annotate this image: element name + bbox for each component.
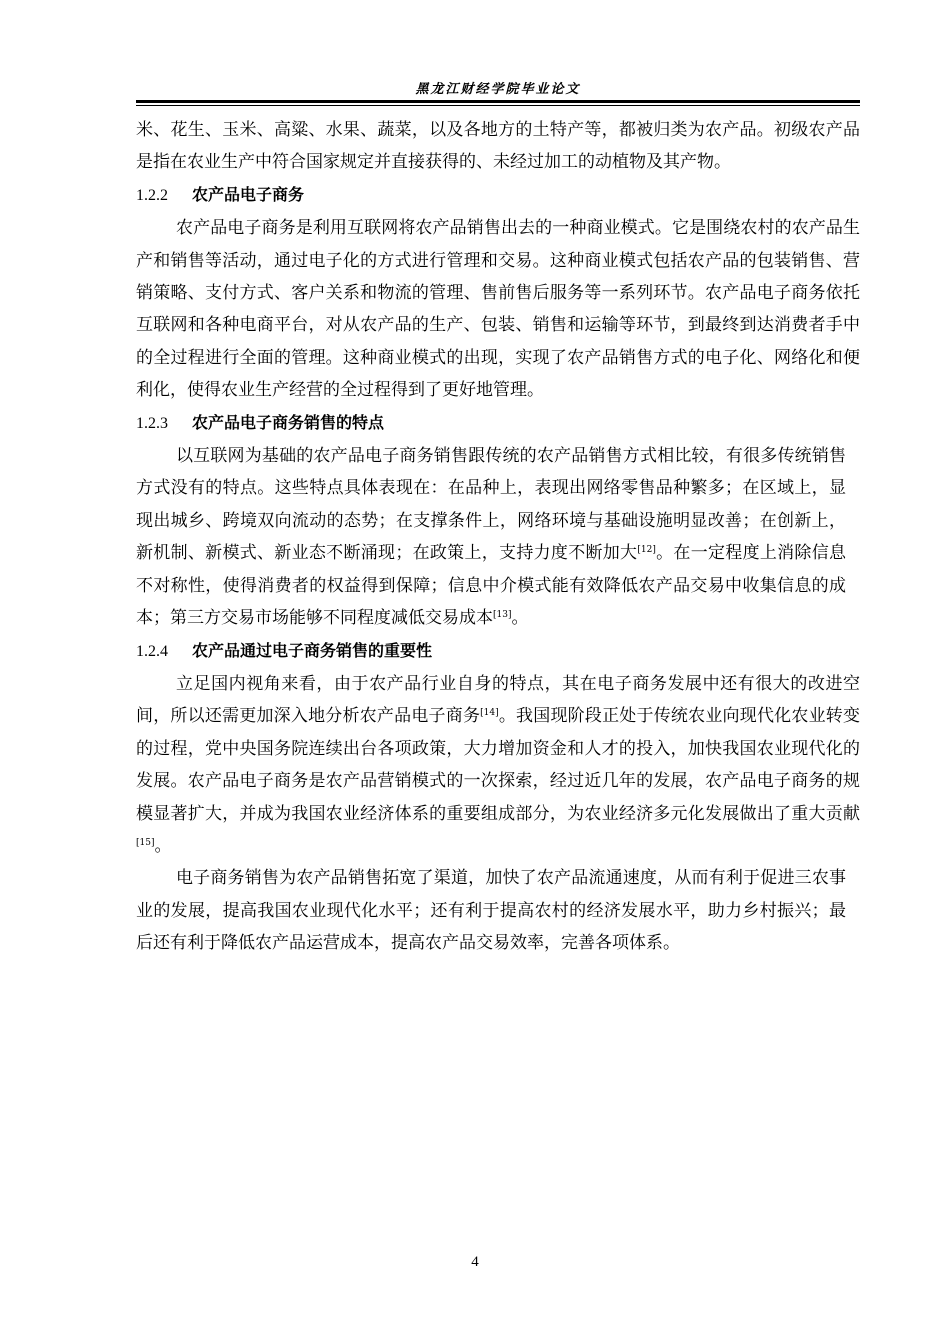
section-number: 1.2.4 (136, 642, 168, 660)
paragraph: 电子商务销售为农产品销售拓宽了渠道，加快了农产品流通速度，从而有利于促进三农事业的发展，提高我国农业现代化水平；还有利于提高农村的经济发展水平，助力乡村振兴；最后还有利于降低农产品运营成本，提高农产品交易效率，完善各项体系。 (136, 868, 846, 954)
paragraph-text: 。我国现阶段正处于传统农业向现代化农业转变的过程，党中央国务院连续出台各项政策，大力增加资金和人才的投入，加快我国农业现代化的发展。农产品电子商务是农产品营销模式的一次探索，经过近几年的发展，农产品电子商务的规模显著扩大，并成为我国农业经济体系的重要组成部分，为农业经济多元化发展做出了重大贡献 (136, 706, 861, 824)
section-heading-1-2-3 (136, 407, 860, 440)
paragraph-text: 。 (511, 608, 529, 629)
header-rule-thick (136, 100, 860, 103)
paragraph (136, 440, 846, 634)
section-number: 1.2.2 (136, 186, 168, 204)
body-text (136, 114, 860, 960)
citation-ref: [12] (637, 545, 656, 556)
page-number: 4 (471, 1254, 479, 1270)
paragraph-text: 立足国内视角来看，由于农产品行业自身的特点，其在电子商务发展中还有很大的改进空间，所以还需更加深入地分析农产品电子商务 (136, 673, 860, 727)
section-title: 农产品通过电子商务销售的重要性 (192, 640, 433, 660)
paragraph-text: 。 (154, 835, 172, 856)
citation-ref: [15] (136, 837, 155, 848)
section-title: 农产品电子商务 (192, 184, 305, 204)
citation-ref: [14] (480, 708, 499, 719)
paragraph (136, 668, 860, 862)
section-heading-1-2-2 (136, 179, 860, 212)
paragraph-continued: 米、花生、玉米、高粱、水果、蔬菜，以及各地方的土特产等，都被归类为农产品。初级农产品是指在农业生产中符合国家规定并直接获得的、未经过加工的动植物及其产物。 (136, 120, 860, 173)
section-title: 农产品电子商务销售的特点 (192, 412, 385, 432)
header-rule-thin (136, 105, 860, 106)
running-header-title: 黑龙江财经学院毕业论文 (415, 82, 581, 97)
section-number: 1.2.3 (136, 414, 168, 432)
paragraph-text: 以互联网为基础的农产品电子商务销售跟传统的农产品销售方式相比较，有很多传统销售方式没有的特点。这些特点具体表现在：在品种上，表现出网络零售品种繁多；在区域上，显现出城乡、跨境双向流动的态势；在支撑条件上，网络环境与基础设施明显改善；在创新上，新机制、新模式、新业态不断涌现；在政策上，支持力度不断加大 (136, 446, 846, 564)
section-heading-1-2-4 (136, 635, 860, 668)
paragraph: 农产品电子商务是利用互联网将农产品销售出去的一种商业模式。它是围绕农村的农产品生产和销售等活动，通过电子化的方式进行管理和交易。这种商业模式包括农产品的包装销售、营销策略、支付方式、客户关系和物流的管理、售前售后服务等一系列环节。农产品电子商务依托互联网和各种电商平台，对从农产品的生产、包装、销售和运输等环节，到最终到达消费者手中的全过程进行全面的管理。这种商业模式的出现，实现了农产品销售方式的电子化、网络化和便利化，使得农业生产经营的全过程得到了更好地管理。 (136, 218, 860, 401)
paragraph-text: 。在一定程度上消除信息不对称性，使得消费者的权益得到保障；信息中介模式能有效降低农产品交易中收集信息的成本；第三方交易市场能够不同程度减低交易成本 (136, 543, 847, 629)
citation-ref: [13] (493, 610, 512, 621)
